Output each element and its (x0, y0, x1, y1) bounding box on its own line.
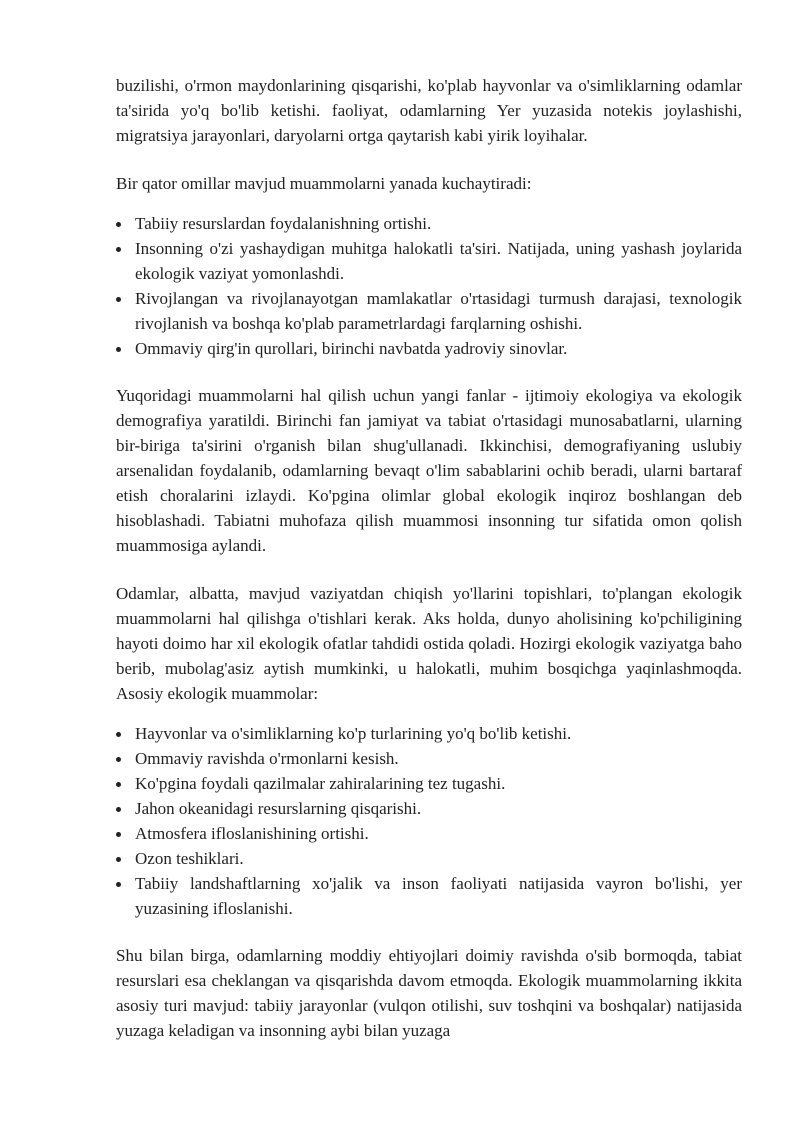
paragraph-5: Shu bilan birga, odamlarning moddiy ehtiyojlari doimiy ravishda o'sib bormoqda, tabiat resurslari esa cheklangan va qisqarishda davom etmoqda. Ekologik muammolarning ikkita asosiy turi mavjud: tabiiy jarayonlar (vulqon otilishi, suv toshqini va boshqalar) natijasida yuzaga keladigan va insonning aybi bilan yuzaga (116, 946, 742, 1040)
list-item: Hayvonlar va o'simliklarning ko'p turlarining yo'q bo'lib ketishi. (116, 721, 742, 746)
list-item: Rivojlangan va rivojlanayotgan mamlakatlar o'rtasidagi turmush darajasi, texnologik rivojlanish va boshqa ko'plab parametrlardagi farqlarning oshishi. (116, 286, 742, 336)
list-item: Insonning o'zi yashaydigan muhitga halokatli ta'siri. Natijada, uning yashash joylarida ekologik vaziyat yomonlashdi. (116, 236, 742, 286)
list-item: Tabiiy landshaftlarning xo'jalik va inson faoliyati natijasida vayron bo'lishi, yer yuzasining ifloslanishi. (116, 871, 742, 921)
paragraph-4: Odamlar, albatta, mavjud vaziyatdan chiqish yo'llarini topishlari, to'plangan ekologik muammolarni hal qilishga o'tishlari kerak. Aks holda, dunyo aholisining ko'pchiligining hayoti doimo har xil ekologik ofatlar tahdidi ostida qoladi. Hozirgi ekologik vaziyatga baho berib, mubolag'asiz aytish mumkinki, u halokatli, muhim bosqichga yaqinlashmoqda. Asosiy ekologik muammolar: (116, 584, 742, 703)
paragraph-3: Yuqoridagi muammolarni hal qilish uchun yangi fanlar - ijtimoiy ekologiya va ekologik demografiya yaratildi. Birinchi fan jamiyat va tabiat o'rtasidagi munosabatlarni, ularning bir-biriga ta'sirini o'rganish bilan shug'ullanadi. Ikkinchisi, demografiyaning uslubiy arsenalidan foydalanib, odamlarning bevaqt o'lim sabablarini ochib beradi, ularni bartaraf etish choralarini izlaydi. Ko'pgina olimlar global ekologik inqiroz boshlangan deb hisoblashadi. Tabiatni muhofaza qilish muammosi insonning tur sifatida omon qolish muammosiga aylandi. (116, 386, 742, 555)
factors-list (116, 211, 742, 361)
paragraph-1: buzilishi, o'rmon maydonlarining qisqarishi, ko'plab hayvonlar va o'simliklarning odamlar ta'sirida yo'q bo'lib ketishi. faoliyat, odamlarning Yer yuzasida notekis joylashishi, migratsiya jarayonlari, daryolarni ortga qaytarish kabi yirik loyihalar. (116, 76, 742, 145)
list-item: Tabiiy resurslardan foydalanishning ortishi. (116, 211, 742, 236)
list-item: Jahon okeanidagi resurslarning qisqarishi. (116, 796, 742, 821)
list-item: Ozon teshiklari. (116, 846, 742, 871)
list-item: Atmosfera ifloslanishining ortishi. (116, 821, 742, 846)
list-item: Ko'pgina foydali qazilmalar zahiralarining tez tugashi. (116, 771, 742, 796)
paragraph-2: Bir qator omillar mavjud muammolarni yanada kuchaytiradi: (116, 174, 532, 193)
list-item: Ommaviy qirg'in qurollari, birinchi navbatda yadroviy sinovlar. (116, 336, 742, 361)
list-item: Ommaviy ravishda o'rmonlarni kesish. (116, 746, 742, 771)
ecological-problems-list (116, 721, 742, 921)
